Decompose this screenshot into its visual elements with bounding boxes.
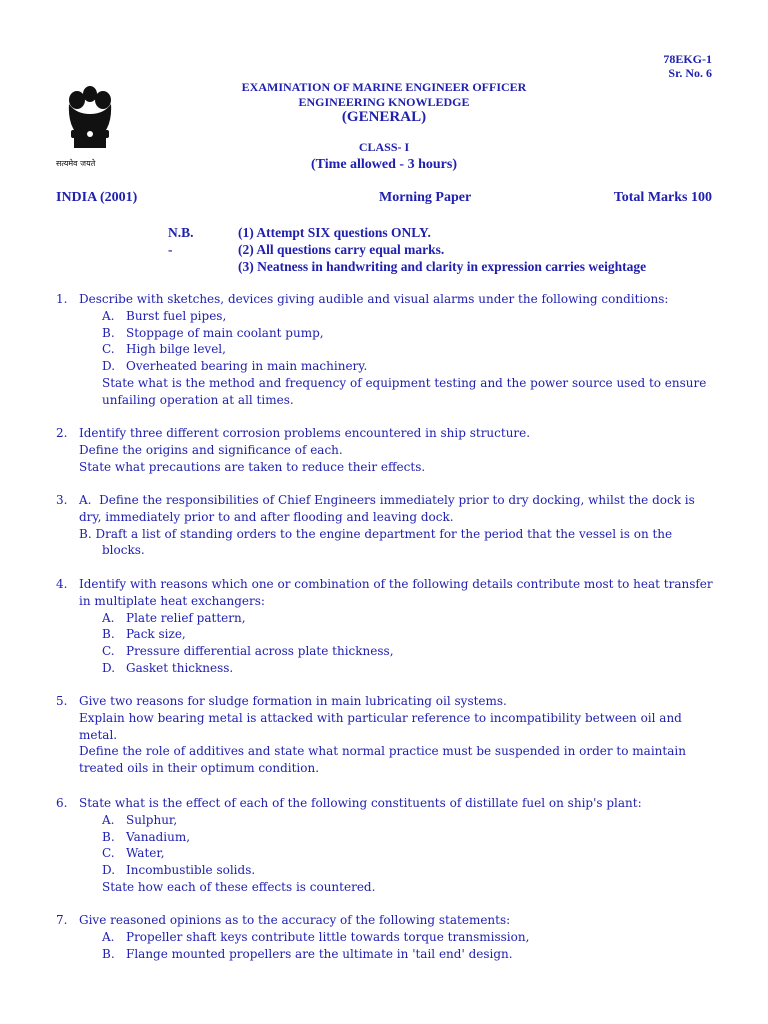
instruction-item: (2) All questions carry equal marks. [238,242,445,257]
question-text: Identify three different corrosion problems encountered in ship structure. [79,426,531,440]
question-text: Give reasoned opinions as to the accuracy of the following statements: [79,913,511,927]
question-text: Define the role of additives and state what normal practice must be suspended in order to maintain treated oils in their optimum condition. [79,744,686,776]
subject-subtitle: (GENERAL) [341,109,427,125]
exam-title: EXAMINATION OF MARINE ENGINEER OFFICER [241,80,527,94]
option-item: D. Gasket thickness. [102,660,234,675]
paper-session: Morning Paper [379,190,472,205]
option-item: A. Plate relief pattern, [102,610,246,625]
serial-number: Sr. No. 6 [668,66,712,80]
question-number: 7. [56,913,68,927]
option-item: A. Sulphur, [102,812,178,827]
option-item: D. Overheated bearing in main machinery. [102,359,368,374]
instruction-item: (3) Neatness in handwriting and clarity in expression carries weightage [238,259,647,274]
question-text: Describe with sketches, devices giving audible and visual alarms under the following conditions: [79,292,669,306]
info-row [56,190,712,208]
instruction-item: (1) Attempt SIX questions ONLY. [238,225,431,240]
question-text: Explain how bearing metal is attacked with particular reference to incompatibility between oil and metal. [79,710,682,742]
option-item: A. Propeller shaft keys contribute little towards torque transmission, [102,929,530,944]
instruction-list [238,224,646,275]
question-number: 4. [56,577,68,591]
option-item: C. High bilge level, [102,342,226,357]
question-text: Identify with reasons which one or combination of the following details contribute most to heat transfer in multiplate heat exchangers: [79,577,713,608]
paper-code-block [663,52,712,80]
total-marks: Total Marks 100 [613,190,712,205]
question-followup: State how each of these effects is countered. [102,879,376,894]
class-label: CLASS- I [358,140,410,154]
question-text: State what precautions are taken to reduce their effects. [79,459,426,474]
option-item: B. Flange mounted propellers are the ultimate in 'tail end' design. [102,946,513,961]
question-part-b: B. Draft a list of standing orders to the engine department for the period that the vessel is on the blocks. [79,526,673,558]
paper-code: 78EKG-1 [663,52,712,66]
option-item: B. Vanadium, [102,829,191,844]
question-text: Define the origins and significance of each. [79,442,343,457]
nb-label: N.B. - [168,225,194,257]
option-item: B. Stoppage of main coolant pump, [102,325,324,340]
question-number: 2. [56,426,68,440]
question-number: 3. [56,493,68,507]
question-number: 6. [56,796,68,810]
question-number: 5. [56,694,68,708]
question-number: 1. [56,292,68,306]
option-item: C. Water, [102,846,165,861]
subject-title: ENGINEERING KNOWLEDGE [298,95,470,109]
emblem-motto: सत्यमेव जयते [56,159,96,168]
question-text: Give two reasons for sludge formation in main lubricating oil systems. [79,694,507,708]
country-year: INDIA (2001) [56,190,138,205]
question-followup: State what is the method and frequency of equipment testing and the power source used to ensure unfailing operation at all times. [102,375,707,407]
option-item: D. Incombustible solids. [102,863,256,878]
question-text: State what is the effect of each of the following constituents of distillate fuel on ship's plant: [79,796,642,810]
time-allowed: (Time allowed - 3 hours) [311,157,457,172]
option-item: C. Pressure differential across plate thickness, [102,644,394,659]
option-item: B. Pack size, [102,627,186,642]
question-part-a: A. Define the responsibilities of Chief Engineers immediately prior to dry docking, whilst the dock is dry, immediately prior to and after flooding and leaving dock. [79,493,695,524]
option-item: A. Burst fuel pipes, [102,308,227,323]
